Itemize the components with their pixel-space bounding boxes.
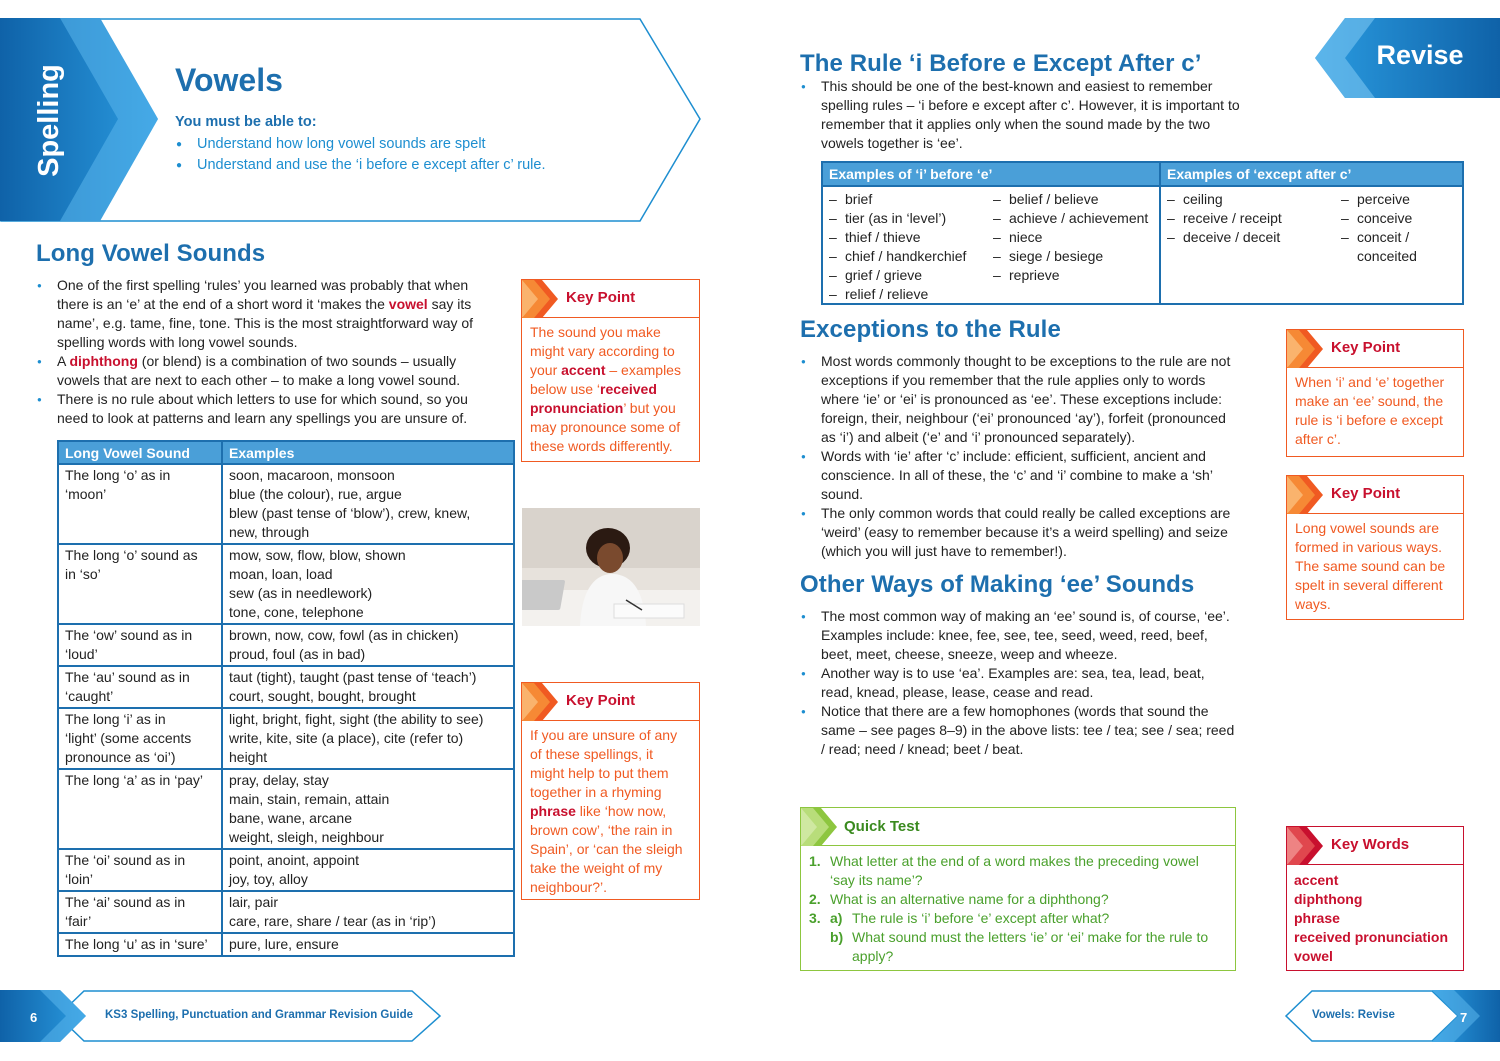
list-item: – brief (823, 190, 987, 209)
table-row (58, 891, 514, 933)
cell-line: The long ‘o’ sound as (65, 547, 198, 563)
key-words-list (1287, 865, 1463, 972)
quick-test-title: Quick Test (844, 818, 920, 835)
table-row (58, 933, 514, 956)
cell-line: blew (past tense of ‘blow’), crew, knew, (229, 505, 471, 521)
examples-cell (222, 666, 514, 708)
table-body (823, 187, 1462, 303)
cell-line: moan, loan, load (229, 566, 333, 582)
bullet-item: ● One of the first spelling ‘rules’ you learned was probably that when there is an ‘e’ at the end of a short word it ‘makes the vowel say its name’, e.g. tame, fine, tone. This is the most straightforward way of spelling words with long vowel sounds. (36, 276, 486, 352)
examples-cell (222, 769, 514, 849)
footer-section-title: Vowels: Revise (1312, 1009, 1395, 1021)
table-row (58, 544, 514, 624)
list-item: – grief / grieve (823, 266, 987, 285)
cell-line: tone, cone, telephone (229, 604, 364, 620)
quick-test-header (801, 808, 1235, 846)
cell-line: ‘caught’ (65, 688, 114, 704)
cell-line: court, sought, bought, brought (229, 688, 416, 704)
question-item: 1. What letter at the end of a word makes the preceding vowel ‘say its name’? (809, 853, 1199, 888)
list-item: – conceive (1335, 209, 1417, 228)
cell-line: pray, delay, stay (229, 772, 329, 788)
exceptions-bullets (800, 352, 1240, 561)
examples-cell (222, 544, 514, 624)
chevron-icon (1287, 476, 1325, 514)
cell-line: The long ‘a’ as in ‘pay’ (65, 772, 204, 788)
objective-item: ● Understand how long vowel sounds are spelt (175, 134, 545, 155)
cell-line: ‘loud’ (65, 646, 98, 662)
long-vowel-heading: Long Vowel Sounds (36, 240, 266, 267)
examples-cell (222, 708, 514, 769)
objectives-heading: You must be able to: (175, 114, 317, 130)
cell-line: write, kite, site (a place), cite (refer to) (229, 730, 464, 746)
vowel-sound-cell (58, 933, 222, 956)
cell-line: mow, sow, flow, blow, shown (229, 547, 406, 563)
quick-test-questions (801, 846, 1235, 972)
vowel-sound-cell (58, 708, 222, 769)
long-vowel-table (57, 440, 515, 957)
vowel-sound-cell (58, 769, 222, 849)
list-item: – siege / besiege (987, 247, 1148, 266)
cell-line: The ‘ow’ sound as in (65, 627, 193, 643)
cell-line: ‘light’ (some accents (65, 730, 192, 746)
list-item: – conceit / (1335, 228, 1417, 247)
list-item: – reprieve (987, 266, 1148, 285)
key-word-item: phrase (1294, 910, 1340, 926)
rule-bullets (800, 77, 1240, 153)
cell-line: ‘moon’ (65, 486, 107, 502)
cell-line: blue (the colour), rue, argue (229, 486, 402, 502)
key-point-text: The sound you make might vary according to your accent – examples below use ‘received pronunciation’ but you may pronounce some of these words differently. (530, 324, 681, 454)
cell-line: The ‘oi’ sound as in (65, 852, 186, 868)
cell-line: joy, toy, alloy (229, 871, 308, 887)
examples-cell (222, 624, 514, 666)
key-word-item: vowel (1294, 948, 1333, 964)
table-row (58, 769, 514, 849)
list-item: – belief / believe (987, 190, 1148, 209)
chevron-icon (1287, 330, 1325, 368)
table-header: Examples of ‘except after c’ (1167, 166, 1352, 182)
ie-examples-list (987, 190, 1148, 303)
objective-item: ● Understand and use the ‘i before e except after c’ rule. (175, 155, 545, 176)
objectives-list (175, 134, 545, 176)
list-item: – deceive / deceit (1161, 228, 1335, 247)
key-point-text: Long vowel sounds are formed in various ways. The same sound can be spelt in several different ways. (1295, 520, 1446, 612)
long-vowel-bullets (36, 276, 486, 428)
cell-line: new, through (229, 524, 310, 540)
key-point-box (1286, 329, 1464, 457)
bullet-item: ● Words with ‘ie’ after ‘c’ include: efficient, sufficient, ancient and conscience. In all of these, the ‘c’ and ‘i’ combine to make a ‘sh’ sound. (800, 447, 1240, 504)
key-point-header: Key Point (1287, 330, 1463, 368)
list-item: – receive / receipt (1161, 209, 1335, 228)
ei-examples-list (1335, 190, 1417, 303)
key-word: diphthong (69, 353, 138, 369)
cell-line: soon, macaroon, monsoon (229, 467, 395, 483)
key-point-header: Key Point (522, 280, 699, 318)
cell-line: The long ‘o’ as in (65, 467, 171, 483)
cell-line: care, rare, share / tear (as in ‘rip’) (229, 913, 436, 929)
vowel-sound-cell (58, 464, 222, 544)
bullet-item: ● The most common way of making an ‘ee’ sound is, of course, ‘ee’. Examples include: knee, fee, see, tee, seed, weed, reed, beef, beet, meet, cheese, sneeze, weep and wheeze. (800, 607, 1240, 664)
question-item: 3. a) The rule is ‘i’ before ‘e’ except after what? b) What sound must the letters ‘ie’ or ‘ei’ make for the rule to apply? (809, 910, 1209, 964)
list-item-continued: conceited (1357, 248, 1417, 264)
student-photo (522, 508, 700, 626)
other-ways-bullets (800, 607, 1240, 759)
bullet-item: ● Most words commonly thought to be exceptions to the rule are not exceptions if you remember that the rule applies only to words where ‘ie’ or ‘ei’ is pronounced as ‘ee’. These exceptions include: foreign, their, neighbour (‘ei’ pronounced ‘ay’), forfeit (pronounced as ‘i’) and albeit (‘e’ and ‘i’ pronounced separately). (800, 352, 1240, 447)
cell-line: pure, lure, ensure (229, 936, 339, 952)
section-tab-label: Spelling (32, 63, 65, 177)
table-header: Examples (222, 441, 514, 464)
table-row (58, 624, 514, 666)
examples-cell (222, 464, 514, 544)
chevron-icon (1287, 827, 1325, 865)
page-title: Vowels (175, 62, 283, 98)
chevron-icon (801, 808, 839, 846)
cell-line: The long ‘u’ as in ‘sure’ (65, 936, 208, 952)
exceptions-heading: Exceptions to the Rule (800, 316, 1061, 343)
cell-line: ‘fair’ (65, 913, 92, 929)
bullet-item: ● Notice that there are a few homophones (words that sound the same – see pages 8–9) in the above lists: tee / tea; see / sea; reed / read; need / knead; beet / beat. (800, 702, 1240, 759)
list-item: – relief / relieve (823, 285, 987, 304)
cell-line: ‘loin’ (65, 871, 94, 887)
cell-line: brown, now, cow, fowl (as in chicken) (229, 627, 459, 643)
ei-examples-list (1161, 190, 1335, 303)
bullet-item: ● A diphthong (or blend) is a combination of two sounds – usually vowels that are next to each other – to make a long vowel sound. (36, 352, 486, 390)
list-item: – niece (987, 228, 1148, 247)
table-header-row (823, 163, 1462, 187)
cell-line: taut (tight), taught (past tense of ‘teach’) (229, 669, 477, 685)
examples-cell (222, 891, 514, 933)
vowel-sound-cell (58, 624, 222, 666)
vowel-sound-cell (58, 849, 222, 891)
vowel-sound-cell (58, 666, 222, 708)
key-point-text: If you are unsure of any of these spellings, it might help to put them together in a rhyming phrase like ‘how now, brown cow’, ‘the rain in Spain’, or ‘can the sleigh take the weight of my neighbour?’. (530, 727, 683, 895)
examples-cell (222, 933, 514, 956)
cell-line: main, stain, remain, attain (229, 791, 390, 807)
cell-line: height (229, 749, 268, 765)
key-word-item: diphthong (1294, 891, 1363, 907)
cell-line: in ‘so’ (65, 566, 101, 582)
key-point-header: Key Point (1287, 476, 1463, 514)
cell-line: light, bright, fight, sight (the ability to see) (229, 711, 484, 727)
cell-line: proud, foul (as in bad) (229, 646, 366, 662)
table-row (58, 708, 514, 769)
key-word-item: received pronunciation (1294, 929, 1449, 945)
table-row (58, 464, 514, 544)
cell-line: point, anoint, appoint (229, 852, 359, 868)
key-point-text: When ‘i’ and ‘e’ together make an ‘ee’ sound, the rule is ‘i before e except after c’. (1295, 374, 1445, 447)
list-item: – chief / handkerchief (823, 247, 987, 266)
page-number-left: 6 (30, 1010, 38, 1025)
key-word-item: accent (1294, 872, 1339, 888)
other-ways-heading: Other Ways of Making ‘ee’ Sounds (800, 571, 1195, 598)
quick-test-box (800, 807, 1236, 971)
cell-line: sew (as in needlework) (229, 585, 373, 601)
key-point-box (1286, 475, 1464, 620)
vowel-sound-cell (58, 891, 222, 933)
question-item: 2. What is an alternative name for a diphthong? (809, 891, 1109, 907)
list-item: – ceiling (1161, 190, 1335, 209)
chevron-icon (522, 280, 560, 318)
list-item: – achieve / achievement (987, 209, 1148, 228)
cell-line: pronounce as ‘oi’) (65, 749, 176, 765)
key-point-box (521, 682, 700, 900)
page-number-right: 7 (1460, 1010, 1468, 1025)
bullet-item: ● Another way is to use ‘ea’. Examples are: sea, tea, lead, beat, read, knead, please, lease, cease and read. (800, 664, 1240, 702)
key-point-box (521, 279, 700, 462)
table-header: Long Vowel Sound (58, 441, 222, 464)
list-item: – tier (as in ‘level’) (823, 209, 987, 228)
key-point-header: Key Point (522, 683, 699, 721)
cell-line: weight, sleigh, neighbour (229, 829, 384, 845)
bullet-item: ● The only common words that could really be called exceptions are ‘weird’ (easy to remember because it’s a weird spelling) and seize (which you will just have to remember!). (800, 504, 1240, 561)
table-row (58, 666, 514, 708)
chevron-icon (522, 683, 560, 721)
ie-rule-table (821, 161, 1464, 305)
cell-line: lair, pair (229, 894, 279, 910)
footer-book-title: KS3 Spelling, Punctuation and Grammar Revision Guide (105, 1009, 414, 1021)
table-body (58, 464, 514, 956)
cell-line: bane, wane, arcane (229, 810, 352, 826)
revise-tab-label: Revise (1376, 40, 1464, 70)
cell-line: The ‘au’ sound as in (65, 669, 190, 685)
bullet-item: ● This should be one of the best-known and easiest to remember spelling rules – ‘i before e except after c’. However, it is important to remember that it applies only when the sound made by the two vowels together is ‘ee’. (800, 77, 1240, 153)
cell-line: The ‘ai’ sound as in (65, 894, 186, 910)
bullet-item: ● There is no rule about which letters to use for which sound, so you need to look at patterns and learn any spellings you are unsure of. (36, 390, 486, 428)
cell-line: The long ‘i’ as in (65, 711, 166, 727)
ie-examples-list (823, 190, 987, 303)
table-header: Examples of ‘i’ before ‘e’ (823, 163, 1161, 185)
list-item: – thief / thieve (823, 228, 987, 247)
examples-cell (222, 849, 514, 891)
key-words-header: Key Words (1287, 827, 1463, 865)
key-words-box (1286, 826, 1464, 971)
list-item: – perceive (1335, 190, 1417, 209)
vowel-sound-cell (58, 544, 222, 624)
rule-heading: The Rule ‘i Before e Except After c’ (800, 50, 1202, 77)
key-word: vowel (388, 296, 428, 312)
table-row (58, 849, 514, 891)
